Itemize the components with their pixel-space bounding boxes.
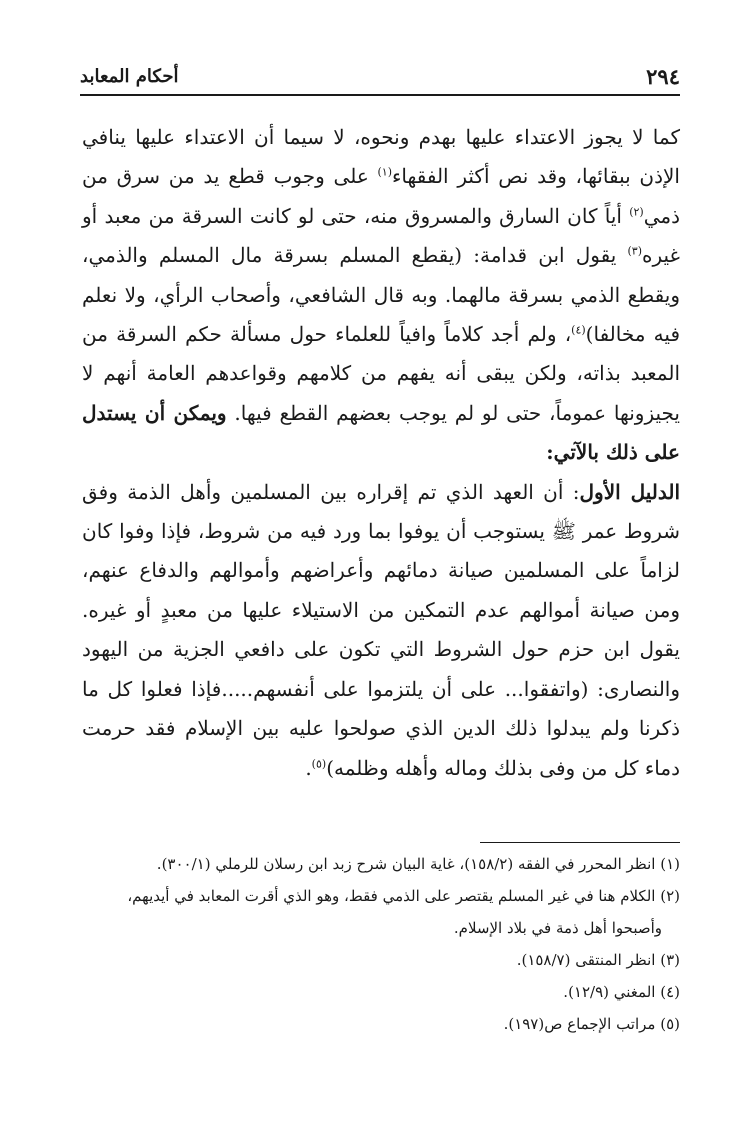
footnote-2-continued: وأصبحوا أهل ذمة في بلاد الإسلام. [453,919,662,937]
text-run: كما لا يجوز الاعتداء عليها بهدم ونحوه، لا سيما أن الاعتداء عليها ينافي الإذن ببقائها، وقد نص أكثر الفقهاء [82,125,680,189]
text-run: . [305,755,312,780]
text-run: يقول ابن قدامة: (يقطع المسلم بسرقة مال المسلم والذمي، ويقطع الذمي بسرقة مالهما. وبه قال الشافعي، وأصحاب الرأي، ولا نعلم فيه مخالفا) [82,243,680,347]
text-run: : أن العهد الذي تم إقراره بين المسلمين وأهل الذمة وفق شروط عمر ﷺ يستوجب أن يوفوا بما ورد فيه من شروط، فإذا وفوا كان لزاماً على المسلمين صيانة دمائهم وأعراضهم وأموالهم والدفاع عنهم، ومن صيانة أموالهم عدم التمكين من الاستيلاء عليها من معبدٍ أو غيره. يقول ابن حزم حول الشروط التي تكون على دافعي الجزية من اليهود والنصارى: (واتفقوا... على أن يلتزموا على أنفسهم.....فإذا فعلوا كل ما ذكرنا ولم يبدلوا ذلك الدين الذي صولحوا عليه بين الإسلام فقد حرمت دماء كل من وفى بذلك وماله وأهله وظلمه) [82,479,680,780]
evidence-heading: الدليل الأول [579,479,681,504]
running-title: أحكام المعابد [80,66,179,87]
footnote-5: (٥) مراتب الإجماع ص(١٩٧). [503,1015,680,1033]
paragraph-2 [82,473,680,788]
footnote-2: (٢) الكلام هنا في غير المسلم يقتصر على الذمي فقط، وهو الذي أقرت المعابد في أيديهم، [127,887,680,905]
main-text [82,118,680,788]
footnote-4: (٤) المغني (١٢/٩). [563,983,680,1001]
footnote-1: (١) انظر المحرر في الفقه (١٥٨/٢)، غاية البيان شرح زبد ابن رسلان للرملي (٣٠٠/١). [156,855,680,873]
text-run: على وجوب قطع يد من سرق من ذمي [82,164,680,228]
footnote-3: (٣) انظر المنتقى (١٥٨/٧). [516,951,680,969]
text-run: أياً كان السارق والمسروق منه، حتى لو كانت السرقة من معبد أو غيره [82,203,680,268]
footnote-ref-4: (٤) [571,323,586,337]
paragraph-1 [82,118,680,473]
footnote-ref-2: (٢) [629,205,644,219]
text-run: ، ولم أجد كلاماً وافياً للعلماء حول مسألة حكم السرقة من المعبد بذاته، ولكن يبقى أنه يفهم من كلامهم وقواعدهم العامة أنهم لا يجيزونها عموماً، حتى لو لم يوجب بعضهم القطع فيها. [82,322,681,425]
page-header [80,62,680,96]
footnote-ref-1: (١) [377,165,393,179]
bold-statement: ويمكن أن يستدل على ذلك بالآتي: [82,400,680,465]
footnote-ref-5: (٥) [311,756,327,770]
footnotes-list [82,848,680,1040]
footnote-ref-3: (٣) [627,244,642,258]
page-number: ٢٩٤ [646,64,680,89]
footnote-separator [480,842,680,843]
